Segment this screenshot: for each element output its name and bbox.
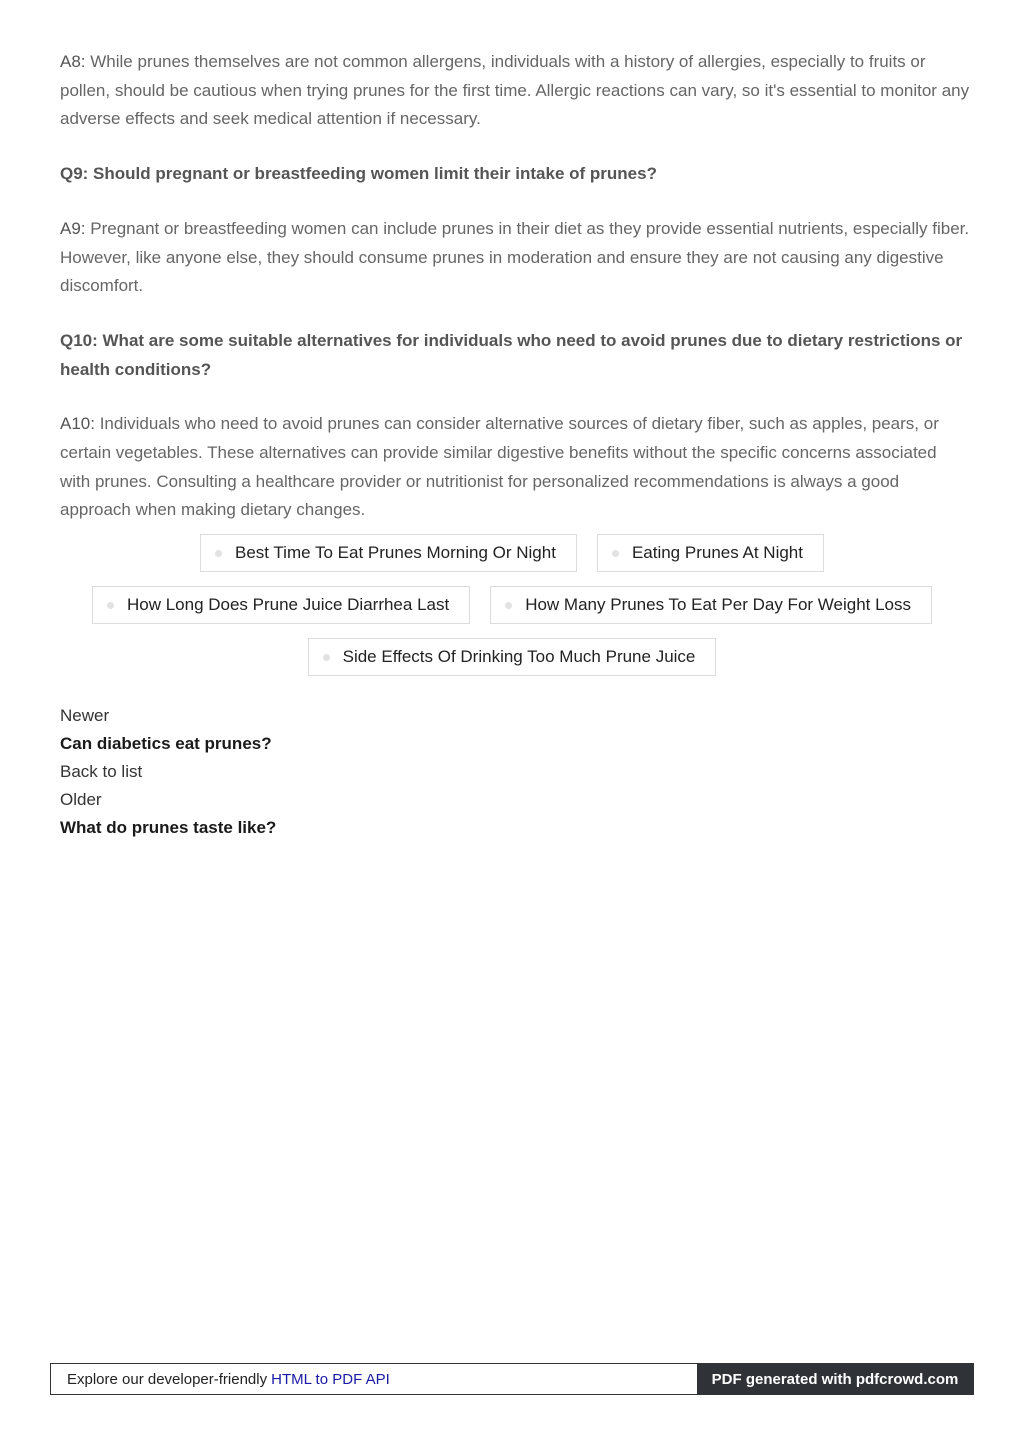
bullet-dot-icon — [505, 602, 512, 609]
footer-explore-text: Explore our developer-friendly — [67, 1370, 268, 1388]
pdf-footer-banner — [50, 1363, 974, 1395]
tag-row — [60, 586, 964, 624]
answer-label: A8: — [60, 52, 86, 71]
tag-row — [60, 638, 964, 676]
tag-row — [60, 534, 964, 572]
newer-post-link[interactable]: Can diabetics eat prunes? — [60, 734, 272, 753]
footer-explore — [51, 1364, 697, 1394]
tag-label: Eating Prunes At Night — [631, 543, 803, 562]
tag-prunes-weight-loss[interactable] — [490, 586, 932, 624]
tag-best-time-to-eat-prunes[interactable] — [200, 534, 577, 572]
tag-prune-juice-diarrhea[interactable] — [92, 586, 470, 624]
tag-side-effects-prune-juice[interactable] — [308, 638, 717, 676]
bullet-dot-icon — [323, 654, 330, 661]
question-q10: Q10: What are some suitable alternatives for individuals who need to avoid prunes due to dietary restrictions or health conditions? — [60, 330, 963, 379]
question-q9: Q9: Should pregnant or breastfeeding women limit their intake of prunes? — [60, 164, 657, 184]
footer-generated-badge[interactable]: PDF generated with pdfcrowd.com — [697, 1364, 973, 1394]
bullet-dot-icon — [612, 550, 619, 557]
bullet-dot-icon — [107, 602, 114, 609]
tag-label: Side Effects Of Drinking Too Much Prune Juice — [342, 647, 696, 666]
related-tags — [60, 534, 964, 690]
tag-eating-prunes-at-night[interactable] — [597, 534, 824, 572]
answer-a10 — [60, 410, 970, 525]
answer-text: Individuals who need to avoid prunes can consider alternative sources of dietary fiber, such as apples, pears, or certain vegetables. These alternatives can provide similar digestive benefits without the specific concerns associated with prunes. Consulting a healthcare provider or nutritionist for personalized recommendations is always a good approach when making dietary changes. — [60, 414, 939, 520]
tag-label: How Long Does Prune Juice Diarrhea Last — [126, 595, 450, 614]
tag-label: How Many Prunes To Eat Per Day For Weight Loss — [525, 595, 912, 614]
answer-label: A10: — [60, 414, 95, 434]
older-label: Older — [60, 790, 102, 809]
html-to-pdf-api-link[interactable]: HTML to PDF API — [271, 1370, 390, 1388]
answer-a9 — [60, 215, 970, 301]
answer-text: Pregnant or breastfeeding women can include prunes in their diet as they provide essential nutrients, especially fiber. However, like anyone else, they should consume prunes in moderation and ensure they are not causing any digestive discomfort. — [60, 218, 970, 296]
faq-content — [60, 48, 970, 551]
bullet-dot-icon — [215, 550, 222, 557]
answer-label: A9: — [60, 218, 86, 238]
post-navigation — [60, 702, 276, 842]
back-to-list-link[interactable]: Back to list — [60, 762, 143, 781]
older-post-link[interactable]: What do prunes taste like? — [60, 818, 277, 837]
answer-text: While prunes themselves are not common allergens, individuals with a history of allergies, especially to fruits or pollen, should be cautious when trying prunes for the first time. Allergic reactions can vary, so it's essential to monitor any adverse effects and seek medical attention if necessary. — [60, 52, 970, 129]
tag-label: Best Time To Eat Prunes Morning Or Night — [235, 543, 556, 562]
answer-a8 — [60, 48, 970, 134]
newer-label: Newer — [60, 706, 110, 725]
